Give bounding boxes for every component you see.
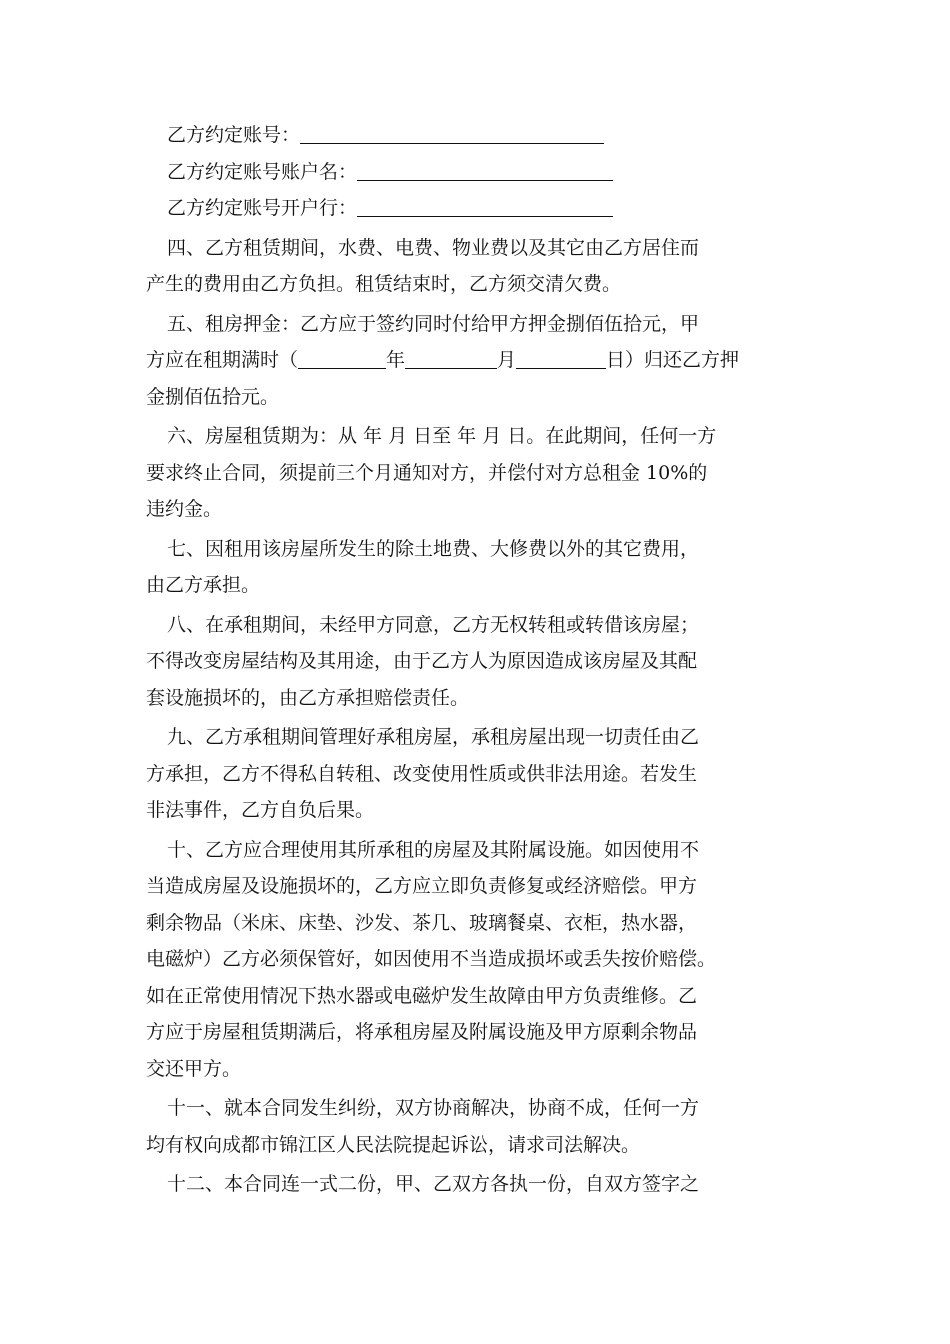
year-blank [298,346,386,369]
clause-9 [146,719,808,829]
clause-9-line: 非法事件，乙方自负后果。 [146,799,375,821]
account-name-line [146,154,808,191]
clause-7-line: 由乙方承担。 [146,574,261,596]
account-number-label: 乙方约定账号： [167,124,301,146]
clause-6-line: 六、房屋租赁期为：从 年 月 日至 年 月 日。在此期间，任何一方 [167,425,717,447]
clause-9-line: 九、乙方承租期间管理好承租房屋，承租房屋出现一切责任由乙 [167,726,700,748]
clause-5-line: 五、租房押金：乙方应于签约同时付给甲方押金捌佰伍拾元，甲 [167,312,700,335]
contract-body [146,117,808,1203]
account-bank-line [146,190,808,227]
clause-7-line: 七、因租用该房屋所发生的除土地费、大修费以外的其它费用， [167,537,700,560]
clause-6-line: 要求终止合同，须提前三个月通知对方，并偿付对方总租金 10%的 [146,461,708,484]
year-label: 年 [386,349,406,371]
day-blank [516,346,606,369]
clause-8-line: 不得改变房屋结构及其用途，由于乙方人为原因造成该房屋及其配 [146,650,698,672]
clause-5 [146,306,808,416]
clause-11-line: 十一、就本合同发生纠纷，双方协商解决，协商不成，任何一方 [167,1097,700,1119]
clause-10 [146,832,808,1088]
account-name-label: 乙方约定账号账户名： [167,160,358,183]
clause-8-line: 八、在承租期间，未经甲方同意，乙方无权转租或转借该房屋； [167,613,700,636]
clause-4 [146,230,808,303]
clause-10-line: 电磁炉）乙方必须保管好，如因使用不当造成损坏或丢失按价赔偿。 [146,948,717,970]
clause-5-date-line [146,342,808,379]
account-name-blank [357,158,613,181]
clause-8-line: 套设施损坏的，由乙方承担赔偿责任。 [146,686,470,709]
clause-11 [146,1090,808,1163]
clause-4-line: 四、乙方租赁期间，水费、电费、物业费以及其它由乙方居住而 [167,236,700,259]
clause-10-line: 交还甲方。 [146,1057,242,1080]
clause-9-line: 方承担，乙方不得私自转租、改变使用性质或供非法用途。若发生 [146,762,698,785]
account-bank-label: 乙方约定账号开户行： [167,197,358,219]
clause-10-line: 方应于房屋租赁期满后，将承租房屋及附属设施及甲方原剩余物品 [146,1021,698,1043]
clause-12-line: 十二、本合同连一式二份，甲、乙双方各执一份，自双方签字之 [167,1173,700,1195]
clause-10-line: 剩余物品（米床、床垫、沙发、茶几、玻璃餐桌、衣柜，热水器， [146,911,698,934]
clause-6 [146,418,808,528]
clause-10-line: 当造成房屋及设施损坏的，乙方应立即负责修复或经济赔偿。甲方 [146,875,698,897]
account-number-line [146,117,808,154]
day-label: 日）归还乙方押 [606,349,740,371]
clause-10-line: 十、乙方应合理使用其所承租的房屋及其附属设施。如因使用不 [167,838,700,861]
clause-10-line: 如在正常使用情况下热水器或电磁炉发生故障由甲方负责维修。乙 [146,984,698,1007]
clause-11-line: 均有权向成都市锦江区人民法院提起诉讼，请求司法解决。 [146,1133,641,1156]
month-label: 月 [497,349,517,371]
account-bank-blank [357,194,613,217]
clause-8 [146,607,808,717]
clause-7 [146,531,808,604]
clause-4-line: 产生的费用由乙方负担。租赁结束时，乙方须交清欠费。 [146,273,622,295]
clause-6-line: 违约金。 [146,498,223,520]
clause-5-line: 金捌佰伍拾元。 [146,385,280,408]
clause-12 [146,1166,808,1203]
clause-5-text: 方应在租期满时（ [146,349,299,371]
month-blank [405,346,497,369]
account-number-blank [300,121,604,144]
